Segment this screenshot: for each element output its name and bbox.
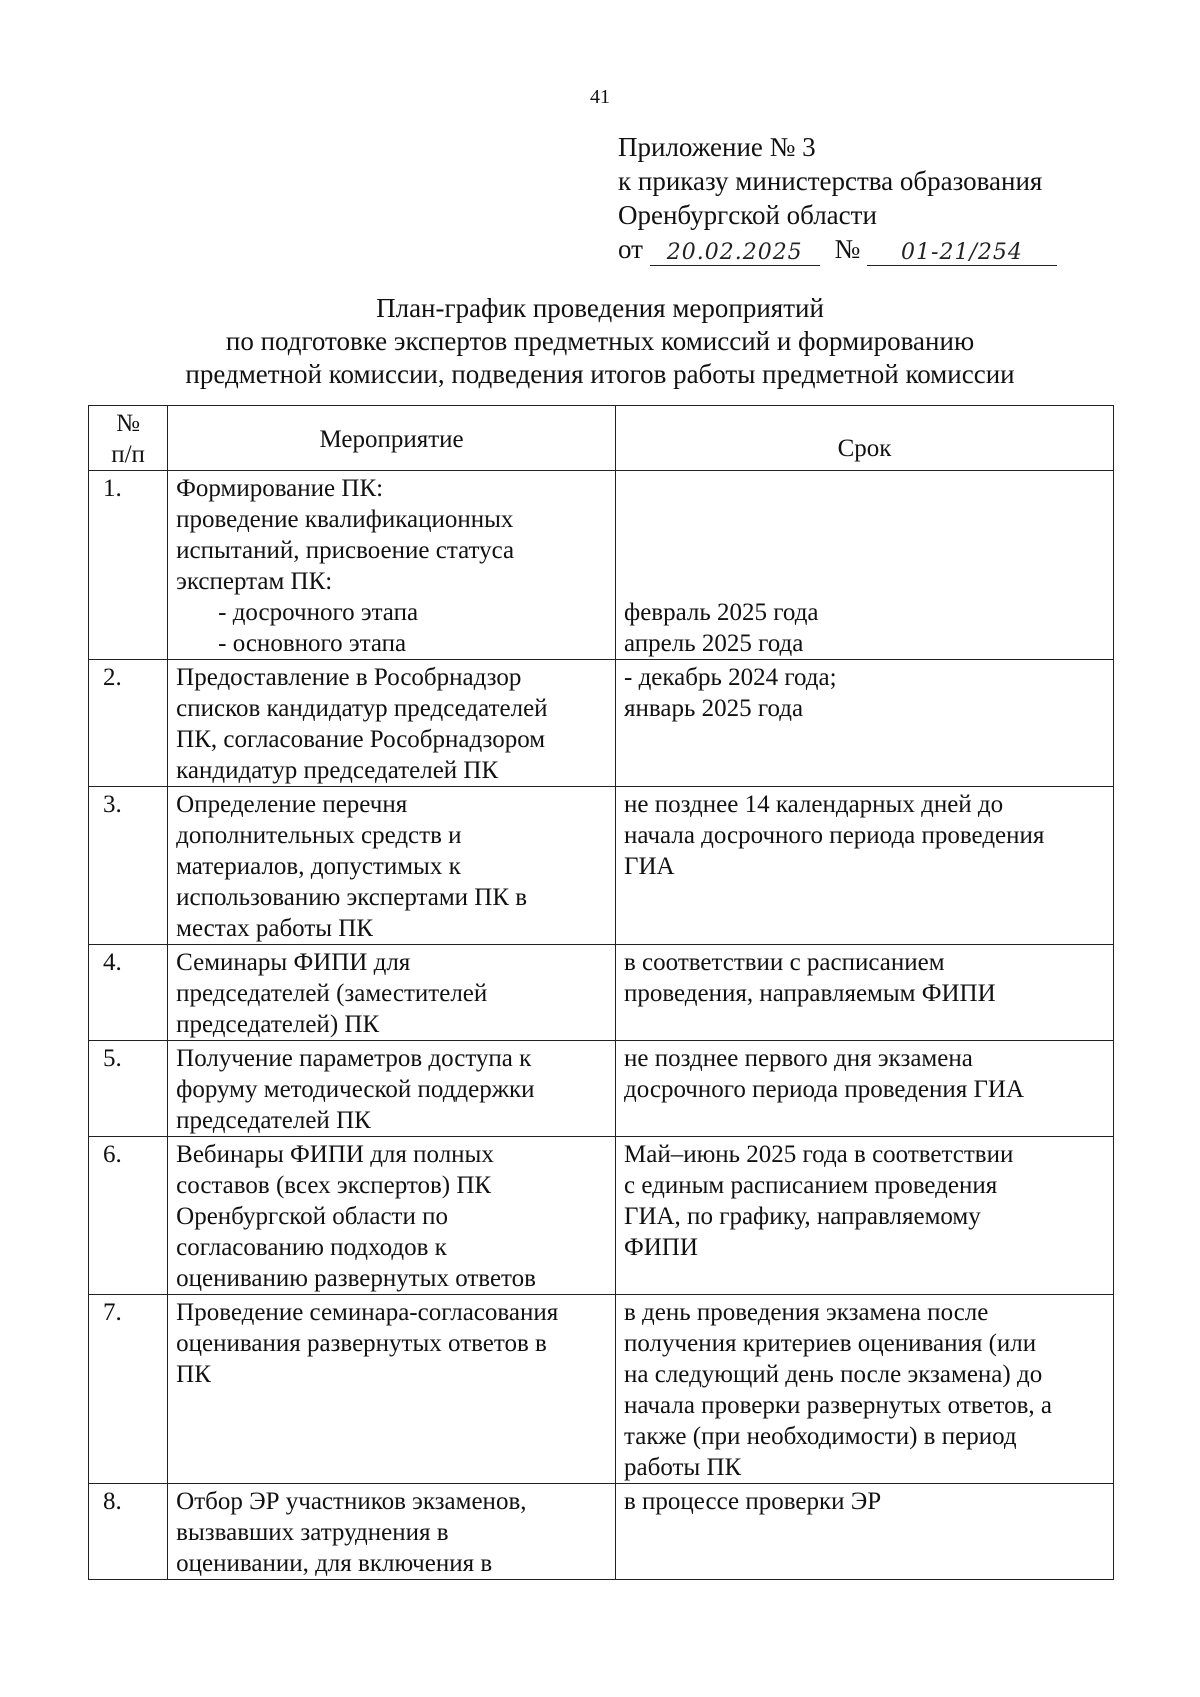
row-term: [616, 1484, 1114, 1580]
event-line: Определение перечня: [176, 791, 408, 818]
term-line: работы ПК: [624, 1454, 742, 1481]
term-line: также (при необходимости) в период: [624, 1423, 1017, 1450]
title-line-3: предметной комиссии, подведения итогов работы предметной комиссии: [185, 359, 1015, 389]
event-line: форуму методической поддержки: [176, 1076, 535, 1103]
term-line: ГИА: [624, 853, 675, 880]
term-line: февраль 2025 года: [624, 599, 819, 626]
row-term: [616, 787, 1114, 945]
event-line: согласованию подходов к: [176, 1234, 447, 1261]
header-num-line-2: п/п: [111, 441, 145, 468]
term-line: начала проверки развернутых ответов, а: [624, 1392, 1053, 1419]
event-line: местах работы ПК: [176, 915, 374, 942]
term-line: ГИА, по графику, направляемому: [624, 1203, 981, 1230]
term-line: досрочного периода проведения ГИА: [624, 1076, 1025, 1103]
header-num-line-1: №: [116, 410, 140, 437]
row-event: [168, 945, 616, 1041]
table-row: [89, 471, 1114, 660]
table-row: [89, 945, 1114, 1041]
row-number: 1.: [89, 471, 168, 660]
term-line: получения критериев оценивания (или: [624, 1330, 1037, 1357]
table-row: [89, 660, 1114, 787]
event-line: материалов, допустимых к: [176, 853, 461, 880]
term-line: апрель 2025 года: [624, 630, 804, 657]
document-title: [0, 292, 1200, 391]
term-line: начала досрочного периода проведения: [624, 822, 1045, 849]
number-prefix: №: [834, 234, 861, 264]
event-line: Вебинары ФИПИ для полных: [176, 1141, 494, 1168]
row-event: [168, 1041, 616, 1137]
date-value: 20.02.2025: [666, 240, 803, 265]
term-line: Май–июнь 2025 года в соответствии: [624, 1141, 1014, 1168]
event-line: оценивания развернутых ответов в: [176, 1330, 547, 1357]
table-row: [89, 1041, 1114, 1137]
event-subline: - досрочного этапа: [218, 599, 419, 626]
table-row: [89, 1137, 1114, 1295]
term-line: в соответствии с расписанием: [624, 949, 945, 976]
date-prefix: от: [618, 234, 643, 264]
term-line: в день проведения экзамена после: [624, 1299, 989, 1326]
event-line: использованию экспертами ПК в: [176, 884, 528, 911]
table-header-row: [89, 406, 1114, 471]
event-line: списков кандидатур председателей: [176, 695, 548, 722]
term-line: ФИПИ: [624, 1234, 698, 1261]
term-line: в процессе проверки ЭР: [624, 1488, 882, 1515]
appendix-block: [618, 130, 1057, 266]
appendix-line-2: к приказу министерства образования: [618, 166, 1043, 196]
row-event: [168, 1137, 616, 1295]
row-number: 7.: [89, 1295, 168, 1484]
event-line: дополнительных средств и: [176, 822, 462, 849]
term-line: проведения, направляемым ФИПИ: [624, 980, 996, 1007]
event-line: председателей) ПК: [176, 1011, 380, 1038]
table-row: [89, 1484, 1114, 1580]
term-line: не позднее 14 календарных дней до: [624, 791, 1004, 818]
row-number: 6.: [89, 1137, 168, 1295]
event-line: Оренбургской области по: [176, 1203, 448, 1230]
header-event: Мероприятие: [168, 406, 616, 471]
event-line: ПК, согласование Рособрнадзором: [176, 726, 546, 753]
date-field: [650, 235, 820, 266]
table-row: [89, 787, 1114, 945]
term-line: не позднее первого дня экзамена: [624, 1045, 973, 1072]
title-line-2: по подготовке экспертов предметных комиссий и формированию: [225, 326, 975, 356]
appendix-date-line: [618, 232, 1057, 266]
row-term: [616, 945, 1114, 1041]
row-term: [616, 1295, 1114, 1484]
row-event: [168, 1295, 616, 1484]
row-event: [168, 660, 616, 787]
event-line: оценивании, для включения в: [176, 1550, 493, 1577]
header-num: [89, 406, 168, 471]
term-line: на следующий день после экзамена) до: [624, 1361, 1043, 1388]
term-line: с единым расписанием проведения: [624, 1172, 998, 1199]
event-line: вызвавших затруднения в: [176, 1519, 449, 1546]
row-term: [616, 660, 1114, 787]
number-value: 01-21/254: [901, 240, 1023, 265]
event-line: Отбор ЭР участников экзаменов,: [176, 1488, 527, 1515]
row-number: 2.: [89, 660, 168, 787]
event-line: Получение параметров доступа к: [176, 1045, 532, 1072]
schedule-table: [88, 405, 1114, 1580]
event-subline: - основного этапа: [218, 630, 407, 657]
title-line-1: План-график проведения мероприятий: [376, 293, 824, 323]
number-field: [867, 235, 1057, 266]
event-line: ПК: [176, 1361, 211, 1388]
term-line: - декабрь 2024 года;: [624, 664, 837, 691]
row-term: [616, 1137, 1114, 1295]
table-body: [89, 471, 1114, 1580]
event-line: председателей (заместителей: [176, 980, 488, 1007]
event-line: Семинары ФИПИ для: [176, 949, 411, 976]
table-row: [89, 1295, 1114, 1484]
event-line: Формирование ПК:: [176, 475, 384, 502]
event-line: Предоставление в Рособрнадзор: [176, 664, 522, 691]
event-line: проведение квалификационных: [176, 506, 514, 533]
event-line: председателей ПК: [176, 1107, 371, 1134]
row-number: 4.: [89, 945, 168, 1041]
row-event: [168, 1484, 616, 1580]
row-number: 5.: [89, 1041, 168, 1137]
row-term: [616, 471, 1114, 660]
event-line: оцениванию развернутых ответов: [176, 1265, 536, 1292]
event-line: экспертам ПК:: [176, 568, 333, 595]
page-number: 41: [590, 86, 610, 108]
event-line: кандидатур председателей ПК: [176, 757, 499, 784]
event-line: составов (всех экспертов) ПК: [176, 1172, 492, 1199]
row-event: [168, 787, 616, 945]
term-line: январь 2025 года: [624, 695, 804, 722]
appendix-line-1: Приложение № 3: [618, 132, 816, 162]
row-event: [168, 471, 616, 660]
event-line: испытаний, присвоение статуса: [176, 537, 515, 564]
event-line: Проведение семинара-согласования: [176, 1299, 559, 1326]
row-number: 8.: [89, 1484, 168, 1580]
row-number: 3.: [89, 787, 168, 945]
appendix-line-3: Оренбургской области: [618, 200, 877, 230]
header-term: Срок: [616, 406, 1114, 471]
row-term: [616, 1041, 1114, 1137]
